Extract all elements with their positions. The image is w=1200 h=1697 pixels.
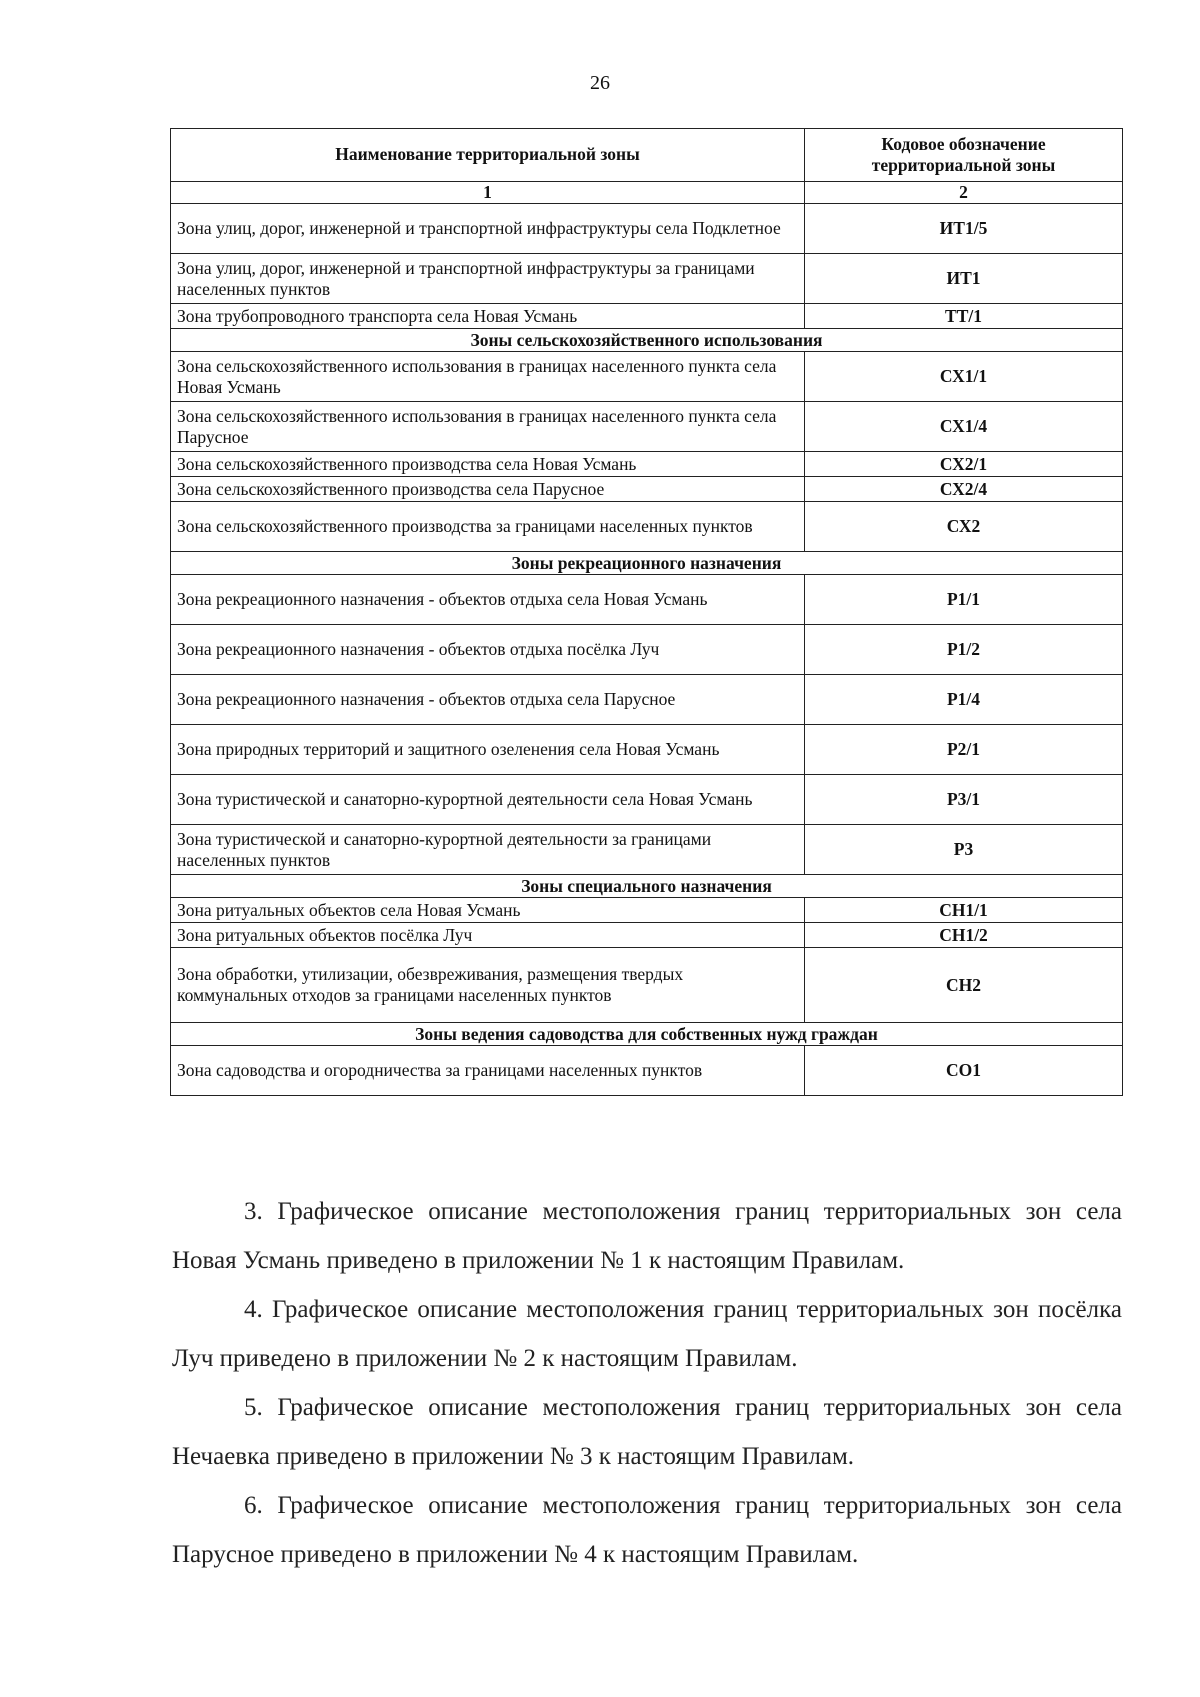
zone-code-cell: СХ2/4 (805, 477, 1123, 502)
zone-name-cell: Зона улиц, дорог, инженерной и транспортной инфраструктуры за границами населенных пунктов (171, 254, 805, 304)
section-title: Зоны специального назначения (171, 875, 1123, 898)
zone-code-cell: Р3 (805, 825, 1123, 875)
table-row (171, 204, 1123, 254)
table-row (171, 575, 1123, 625)
zone-code-cell: СХ1/1 (805, 352, 1123, 402)
zone-code-cell: СН1/2 (805, 923, 1123, 948)
zone-name-cell: Зона сельскохозяйственного использования в границах населенного пункта села Парусное (171, 402, 805, 452)
table-row (171, 402, 1123, 452)
table-row (171, 254, 1123, 304)
table-row (171, 477, 1123, 502)
column-number-1: 1 (171, 182, 805, 204)
zone-name-cell: Зона обработки, утилизации, обезвреживания, размещения твердых коммунальных отходов за границами населенных пунктов (171, 948, 805, 1023)
zone-code-cell: СХ1/4 (805, 402, 1123, 452)
zone-code-cell: Р1/1 (805, 575, 1123, 625)
column-number-2: 2 (805, 182, 1123, 204)
section-row (171, 875, 1123, 898)
table-row (171, 352, 1123, 402)
column-number-row (171, 182, 1123, 204)
zone-code-cell: Р1/4 (805, 675, 1123, 725)
zones-table (170, 128, 1123, 1096)
zone-name-cell: Зона трубопроводного транспорта села Новая Усмань (171, 304, 805, 329)
zone-code-cell: СН1/1 (805, 898, 1123, 923)
table-header-row (171, 129, 1123, 182)
table-row (171, 923, 1123, 948)
zone-name-cell: Зона рекреационного назначения - объектов отдыха посёлка Луч (171, 625, 805, 675)
zone-name-cell: Зона сельскохозяйственного использования в границах населенного пункта села Новая Усмань (171, 352, 805, 402)
zone-name-cell: Зона садоводства и огородничества за границами населенных пунктов (171, 1046, 805, 1096)
zone-name-cell: Зона улиц, дорог, инженерной и транспортной инфраструктуры села Подклетное (171, 204, 805, 254)
zone-code-cell: Р2/1 (805, 725, 1123, 775)
table-row (171, 452, 1123, 477)
zone-name-cell: Зона ритуальных объектов села Новая Усмань (171, 898, 805, 923)
table-row (171, 304, 1123, 329)
zone-name-cell: Зона рекреационного назначения - объектов отдыха села Новая Усмань (171, 575, 805, 625)
zone-code-cell: ТТ/1 (805, 304, 1123, 329)
zone-code-cell: Р3/1 (805, 775, 1123, 825)
paragraph: 4. Графическое описание местоположения границ территориальных зон посёлка Луч приведено в приложении № 2 к настоящим Правилам. (172, 1296, 1122, 1372)
paragraph: 5. Графическое описание местоположения границ территориальных зон села Нечаевка приведено в приложении № 3 к настоящим Правилам. (172, 1394, 1122, 1470)
table-row (171, 725, 1123, 775)
table-row (171, 825, 1123, 875)
zone-code-cell: СХ2 (805, 502, 1123, 552)
table-row (171, 675, 1123, 725)
header-zone-code: Кодовое обозначение территориальной зоны (805, 129, 1123, 182)
section-title: Зоны сельскохозяйственного использования (171, 329, 1123, 352)
zone-name-cell: Зона сельскохозяйственного производства села Парусное (171, 477, 805, 502)
section-row (171, 552, 1123, 575)
zone-name-cell: Зона сельскохозяйственного производства села Новая Усмань (171, 452, 805, 477)
section-title: Зоны рекреационного назначения (171, 552, 1123, 575)
zone-name-cell: Зона туристической и санаторно-курортной деятельности села Новая Усмань (171, 775, 805, 825)
table-row (171, 502, 1123, 552)
page-number: 26 (590, 72, 610, 94)
zone-code-cell: СО1 (805, 1046, 1123, 1096)
zones-table-body (171, 204, 1123, 1096)
zone-name-cell: Зона ритуальных объектов посёлка Луч (171, 923, 805, 948)
table-row (171, 625, 1123, 675)
zone-code-cell: СХ2/1 (805, 452, 1123, 477)
table-row (171, 1046, 1123, 1096)
zone-code-cell: ИТ1 (805, 254, 1123, 304)
zone-name-cell: Зона рекреационного назначения - объектов отдыха села Парусное (171, 675, 805, 725)
paragraph: 3. Графическое описание местоположения границ территориальных зон села Новая Усмань приведено в приложении № 1 к настоящим Правилам. (172, 1198, 1122, 1274)
section-row (171, 329, 1123, 352)
section-title: Зоны ведения садоводства для собственных нужд граждан (171, 1023, 1123, 1046)
header-zone-name: Наименование территориальной зоны (171, 129, 805, 182)
zone-code-cell: ИТ1/5 (805, 204, 1123, 254)
table-row (171, 775, 1123, 825)
zone-name-cell: Зона туристической и санаторно-курортной деятельности за границами населенных пунктов (171, 825, 805, 875)
table-row (171, 898, 1123, 923)
zone-code-cell: СН2 (805, 948, 1123, 1023)
body-text (172, 1187, 1122, 1579)
table-row (171, 948, 1123, 1023)
zone-name-cell: Зона природных территорий и защитного озеленения села Новая Усмань (171, 725, 805, 775)
section-row (171, 1023, 1123, 1046)
paragraph: 6. Графическое описание местоположения границ территориальных зон села Парусное приведено в приложении № 4 к настоящим Правилам. (172, 1492, 1122, 1568)
zone-code-cell: Р1/2 (805, 625, 1123, 675)
zone-name-cell: Зона сельскохозяйственного производства за границами населенных пунктов (171, 502, 805, 552)
